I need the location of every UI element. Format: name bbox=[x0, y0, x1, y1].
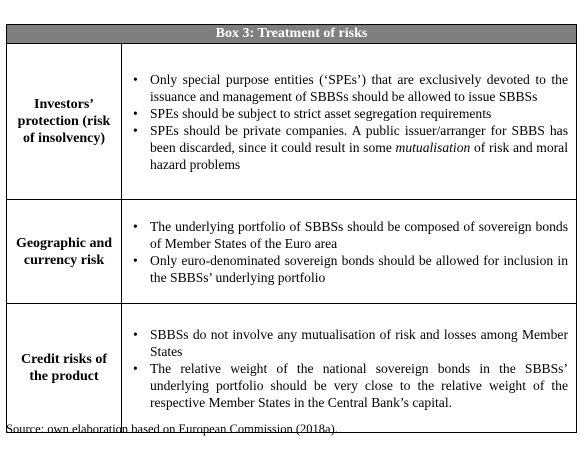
italic-term: mutualisation bbox=[395, 139, 471, 155]
table-row-geographic-currency bbox=[7, 200, 576, 304]
row-label: Investors’ protection (risk of insolvency) bbox=[7, 44, 122, 199]
bullet-icon: • bbox=[133, 326, 138, 342]
row-label: Credit risks of the product bbox=[7, 304, 122, 432]
row-content bbox=[122, 200, 576, 303]
bullet-icon: • bbox=[133, 122, 138, 138]
bullet-icon: • bbox=[133, 105, 138, 121]
row-label: Geographic and currency risk bbox=[7, 200, 122, 303]
list-item: • SPEs should be subject to strict asset segregation requirements bbox=[133, 105, 492, 121]
list-item: • SPEs should be private companies. A public issuer/arranger for SBBS has been discarded, since it could result in some mutualisation of risk and moral hazard problems bbox=[133, 122, 568, 172]
bullet-list bbox=[132, 218, 568, 286]
risk-treatment-box bbox=[6, 24, 577, 433]
bullet-icon: • bbox=[133, 252, 138, 268]
bullet-icon: • bbox=[133, 218, 138, 234]
list-item: • Only euro-denominated sovereign bonds should be allowed for inclusion in the SBBSs’ underlying portfolio bbox=[133, 252, 568, 285]
list-item: • The underlying portfolio of SBBSs should be composed of sovereign bonds of Member States of the Euro area bbox=[133, 218, 568, 251]
source-note: Source: own elaboration based on European Commission (2018a). bbox=[6, 422, 338, 436]
row-content bbox=[122, 304, 576, 432]
bullet-list bbox=[132, 71, 568, 173]
list-item: • SBBSs do not involve any mutualisation of risk and losses among Member States bbox=[133, 326, 568, 359]
bullet-list bbox=[132, 326, 568, 411]
bullet-icon: • bbox=[133, 360, 138, 376]
table-row-credit-risks bbox=[7, 304, 576, 432]
bullet-icon: • bbox=[133, 71, 138, 87]
box-title: Box 3: Treatment of risks bbox=[7, 25, 576, 44]
list-item: • Only special purpose entities (‘SPEs’) that are exclusively devoted to the issuance and management of SBBSs should be allowed to issue SBBSs bbox=[133, 71, 568, 104]
list-item: • The relative weight of the national sovereign bonds in the SBBSs’ underlying portfolio should be very close to the relative weight of the respective Member States in the Central Bank’s capital. bbox=[133, 360, 568, 410]
table-row-investors-protection bbox=[7, 44, 576, 200]
row-content bbox=[122, 44, 576, 199]
